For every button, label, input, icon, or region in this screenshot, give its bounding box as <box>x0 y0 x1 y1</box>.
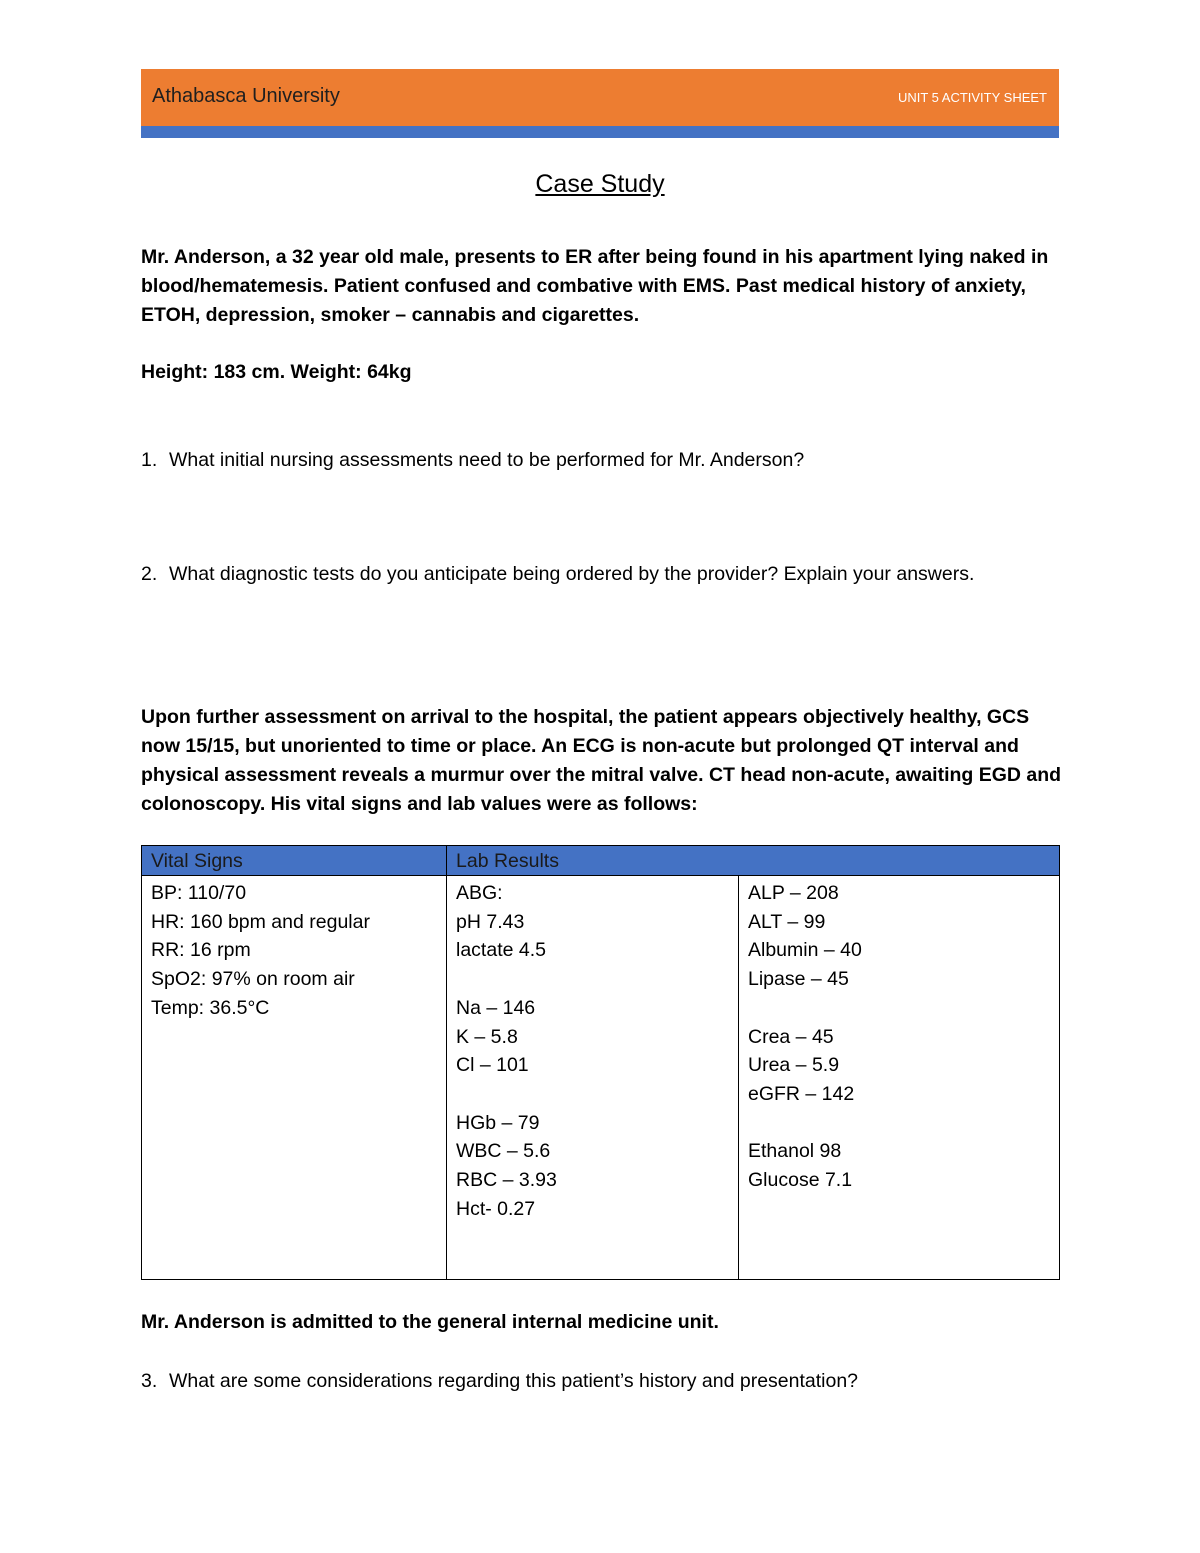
page-title: Case Study <box>535 170 665 198</box>
vital-sign-line: Temp: 36.5°C <box>151 996 270 1019</box>
question-text: What initial nursing assessments need to be performed for Mr. Anderson? <box>169 449 805 471</box>
lab-line: ABG: <box>456 882 503 904</box>
lab-line <box>748 994 1050 1023</box>
question-text: What diagnostic tests do you anticipate being ordered by the provider? Explain your answers. <box>169 563 975 585</box>
lab-line: Hct- 0.27 <box>456 1197 536 1220</box>
lab-line: Cl – 101 <box>456 1054 529 1077</box>
vitals-lab-table-wrapper <box>141 845 1059 1280</box>
header-lab-results: Lab Results <box>447 846 1060 876</box>
table-row <box>142 876 1060 1280</box>
lab-line: K – 5.8 <box>456 1025 518 1048</box>
lab-line: pH 7.43 <box>456 910 525 933</box>
lab-line: ALP – 208 <box>748 882 839 904</box>
lab-line <box>456 1080 729 1109</box>
question-2 <box>141 560 1071 589</box>
question-number: 1. <box>141 449 158 471</box>
case-intro: Mr. Anderson, a 32 year old male, presents to ER after being found in his apartment lying naked in blood/hematemesis. Patient confused and combative with EMS. Past medical history of anxiety, ETOH, depression, smoker – cannabis and cigarettes. <box>141 246 1049 326</box>
header-vital-signs: Vital Signs <box>142 846 447 876</box>
lab-line: Albumin – 40 <box>748 939 862 962</box>
question-3 <box>141 1367 1071 1396</box>
lab-line: Urea – 5.9 <box>748 1054 840 1077</box>
question-number: 2. <box>141 563 158 585</box>
lab-line: WBC – 5.6 <box>456 1140 551 1163</box>
lab-line <box>748 1109 1050 1138</box>
height-weight: Height: 183 cm. Weight: 64kg <box>141 361 412 383</box>
vital-signs-cell <box>142 876 447 1280</box>
table-header-row <box>142 846 1060 876</box>
vital-sign-line: BP: 110/70 <box>151 882 247 904</box>
lab-results-cell-2 <box>739 876 1060 1280</box>
lab-line: Na – 146 <box>456 996 536 1019</box>
lab-line: ALT – 99 <box>748 910 826 933</box>
vital-sign-line: RR: 16 rpm <box>151 939 251 962</box>
lab-line: Glucose 7.1 <box>748 1169 853 1191</box>
lab-line: eGFR – 142 <box>748 1082 855 1105</box>
lab-line: Ethanol 98 <box>748 1140 842 1163</box>
lab-line <box>456 965 729 994</box>
lab-results-cell-1 <box>447 876 739 1280</box>
question-1 <box>141 446 1071 475</box>
admission-note: Mr. Anderson is admitted to the general internal medicine unit. <box>141 1311 719 1333</box>
vital-sign-line: HR: 160 bpm and regular <box>151 910 370 933</box>
header-stripe <box>141 126 1059 138</box>
institution-name: Athabasca University <box>152 85 340 107</box>
lab-line: Lipase – 45 <box>748 968 849 991</box>
question-text: What are some considerations regarding this patient’s history and presentation? <box>169 1370 859 1392</box>
assessment-paragraph: Upon further assessment on arrival to the hospital, the patient appears objectively healthy, GCS now 15/15, but unoriented to time or place. An ECG is non-acute but prolonged QT interval and physical assessment reveals a murmur over the mitral valve. CT head non-acute, awaiting EGD and colonoscopy. His vital signs and lab values were as follows: <box>141 706 1062 815</box>
lab-line: Crea – 45 <box>748 1025 834 1048</box>
lab-line: lactate 4.5 <box>456 939 546 962</box>
sheet-label: UNIT 5 ACTIVITY SHEET <box>897 90 1047 105</box>
question-number: 3. <box>141 1370 158 1392</box>
header-band <box>141 69 1059 126</box>
vital-sign-line: SpO2: 97% on room air <box>151 968 355 991</box>
vitals-lab-table <box>141 845 1060 1280</box>
lab-line: RBC – 3.93 <box>456 1169 557 1191</box>
lab-line: HGb – 79 <box>456 1111 540 1134</box>
